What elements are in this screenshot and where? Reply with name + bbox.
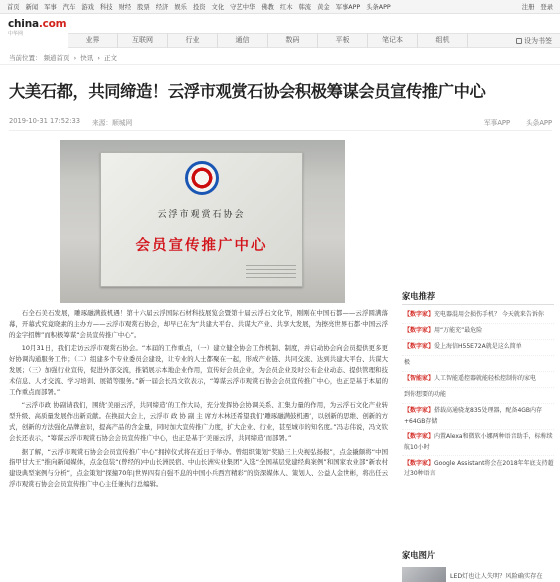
item-tag: 【数字家】 [404, 433, 435, 441]
plaque [100, 152, 303, 287]
breadcrumb-prefix: 当前位置： [9, 54, 42, 62]
sidebar-news-item[interactable] [402, 339, 554, 355]
sidebar-news-item[interactable] [402, 355, 554, 371]
meta-spacer [132, 117, 468, 127]
meta-gap [80, 117, 92, 127]
item-tag: 【数字家】 [404, 327, 435, 335]
logo-subtitle: 中华网 [8, 31, 24, 37]
topnav-item[interactable]: 股票 [137, 4, 150, 11]
topnav-item[interactable]: 黄金 [317, 4, 330, 11]
channel-tab[interactable]: 通信 [218, 33, 268, 48]
topnav-item[interactable]: 新闻 [25, 4, 39, 11]
article-title: 大美石都，共同缔造！云浮市观赏石协会积极筹谋会员宣传推广中心 [9, 82, 486, 101]
bookmark-label: 设为书签 [524, 36, 552, 45]
sidebar-pic-thumbnail[interactable] [402, 567, 446, 582]
topnav-item[interactable]: 娱乐 [174, 4, 187, 11]
item-text: 极 [404, 359, 411, 367]
military-app-link[interactable]: 军事APP [483, 119, 510, 127]
sidebar-pics-title: 家电图片 [402, 550, 436, 560]
bookmark-icon [516, 38, 522, 44]
breadcrumb-separator: › [73, 54, 77, 62]
channel-nav [68, 33, 560, 48]
item-text: 搭载高通骁龙835处理器，配备4GB内存+64GB存储 [404, 407, 543, 425]
article-body [9, 308, 388, 493]
sidebar-news-item[interactable] [402, 387, 554, 403]
item-tag: 【数字家】 [404, 343, 435, 351]
sidebar-recommend [402, 290, 554, 481]
sidebar-news-item[interactable] [402, 371, 554, 387]
breadcrumb-item[interactable]: 频道首页 [43, 54, 70, 62]
topnav-item[interactable]: 财经 [118, 4, 132, 11]
item-text: 内置Alexa和微软小娜两种语音助手，标称续航10小时 [404, 433, 553, 451]
sidebar-recommend-title: 家电推荐 [402, 290, 554, 305]
channel-tab[interactable]: 行业 [168, 33, 218, 48]
item-text: 人工智能遥控器就能轻松控制你的家电 [434, 375, 537, 383]
site-logo[interactable] [8, 18, 66, 37]
topnav-item[interactable]: 文化 [211, 4, 225, 11]
article-paragraph: “云浮市政 协副请我们，围绕‘美丽云浮，共同缔造’的工作大局，充分发挥协会协调关系、汇集力量的作用，为云浮石文化产业转型升级、高质量发展作出新贡献。在换届大会上，云浮市 政 协 副 主 席方木林还希望我们‘雕琢融满鼓机遇’，以创新的思维、创新的方式，创新的方法强化品牌意识，提高产品的含金量，同时加大宣传推广力度，扩大企业、行业，甚至城市的知名度。”冯志伟说，冯文钦会长还表示，“筹谋云浮市观赏石协会会员宣传推广中心，也正是基于‘美丽云浮，共同缔造’而部署。” [9, 401, 388, 442]
breadcrumb-item: 正文 [104, 54, 118, 62]
topnav-item[interactable]: 汽车 [62, 4, 76, 11]
logo-wordmark [8, 18, 66, 30]
article-source: 来源：顺城网 [92, 119, 133, 127]
topnav-item[interactable]: 头条APP [366, 4, 391, 11]
channel-tab[interactable]: 互联网 [118, 33, 168, 48]
breadcrumb [0, 51, 560, 65]
register-link[interactable]: 登录 [540, 4, 553, 11]
login-link[interactable]: 注册 [521, 4, 535, 11]
topnav-item[interactable]: 军事APP [335, 4, 361, 11]
plaque-fine-print [246, 265, 296, 279]
topnav-item[interactable]: 红木 [279, 4, 293, 11]
channel-tab[interactable]: 业界 [68, 33, 118, 48]
topnav-item[interactable]: 游戏 [81, 4, 94, 11]
article-photo [60, 140, 345, 303]
article-date: 2019-10-31 17:52:33 [9, 117, 81, 125]
headline-app-link[interactable]: 头条APP [525, 119, 552, 127]
article-paragraph: 石全石美石发展，雕琢融满鼓机遇！第十六届云浮国际石材科技展览会暨第十届云浮石文化节，刚刚在中国石都——云浮圆满落幕，开幕式究竟晓素的主办方——云浮市观赏石协会，却早已在为“共建大平台、共谋大产业、共享大发展，为擦亮世界石都·中国云浮的金字招牌”而积极筹谋“会员宣传推广中心”。 [9, 309, 388, 339]
item-tag: 【数字家】 [404, 459, 435, 467]
item-text: 充电器混用会损伤手机？ 今天就来告诉你 [434, 311, 544, 319]
plaque-org-name: 云浮市观赏石协会 [157, 210, 246, 220]
meta-divider [9, 130, 552, 131]
site-top-nav [0, 0, 560, 14]
sidebar-news-item[interactable] [402, 323, 554, 339]
logo-tld: .com [38, 18, 67, 30]
channel-tab[interactable]: 平板 [318, 33, 368, 48]
channel-tab[interactable]: 组机 [418, 33, 468, 48]
topnav-item[interactable]: 军事 [44, 4, 57, 11]
channel-tab[interactable]: 数码 [268, 33, 318, 48]
article-meta [9, 117, 552, 127]
topnav-item[interactable]: 科技 [99, 4, 113, 11]
topnav-item[interactable]: 经济 [155, 4, 169, 11]
item-tag: 【数字家】 [404, 311, 435, 319]
sidebar-news-item[interactable] [402, 403, 554, 429]
item-tag: 【数字家】 [404, 407, 435, 415]
channel-tab[interactable]: 笔记本 [368, 33, 418, 48]
topnav-item[interactable]: 佛教 [261, 4, 274, 11]
item-text: 到你想要的功能 [404, 391, 447, 399]
article-paragraph: 据了解，“云浮市观赏石协会会员宣传推广中心”拥掉仪式将在近日于举办。曾组织策划“奖励三上央视弘扬报”，点金撬颇将“中国指甲甘大王”推向新闻媒体，点金包装“(曾经的)中山长洲民宿、中山长洲实业集团”入选“全国基层党建经典案例”和国家农业部“新农村建设典型案例与分析”，点金策划“探撞70年|世界四有自强不息的中国小兵西宫精彩”的资深媒体人、策划人、公益人金世彬，将出任云浮市观赏石协会会员宣传推广中心主任兼执行总编辑。 [9, 447, 388, 488]
bookmark-button[interactable] [516, 36, 560, 46]
sidebar-news-item[interactable] [402, 429, 554, 455]
breadcrumb-separator: › [97, 54, 100, 62]
breadcrumb-item[interactable]: 快讯 [80, 54, 94, 62]
item-text: Google Assistant将会在2018年年底支持超过30种语言 [404, 459, 554, 477]
sidebar-pic-caption[interactable]: LED灯也让人失明？风险确实存在 [450, 573, 543, 580]
item-text: 用“万能充”最危险 [434, 327, 483, 335]
association-emblem-icon [185, 161, 219, 195]
topnav-item[interactable]: 守艺中华 [230, 4, 256, 11]
sidebar-news-item[interactable] [402, 308, 554, 323]
sidebar-news-item[interactable] [402, 455, 554, 481]
logo-word: china [8, 18, 39, 30]
item-tag: 【智能家】 [404, 375, 435, 383]
topnav-item[interactable]: 韩流 [298, 4, 312, 11]
plaque-unit-name: 会员宣传推广中心 [135, 237, 268, 254]
article-paragraph: 10月31日，我们走访云浮市观赏石协会。“本届的工作重点，（一）建立健全协会工作机制、制度，并启动协会向会员提供更多更好协调沟通服务工作；（二）组建多个专业委员会建设，让专业的人士都聚在一起，形成产业链、共同交流、达到共建大平台、共谋大发展；（三）加强行业宣传，促进外部交流，推销展示本地企业作用，宣传好会员企业，为会员企业及时公布企业动态、提供管理和技术信息、人才交流、学习培训、展销等服务。”新一届会长冯文钦表示，“筹谋云浮市观赏石协会会员宣传推广中心，也正是基于本届的工作重点而部署。” [9, 344, 388, 396]
item-text: 爱上海信H55E72A就是这么简单 [434, 343, 522, 351]
topnav-item[interactable]: 投资 [192, 4, 206, 11]
topnav-item[interactable]: 首页 [7, 4, 20, 11]
